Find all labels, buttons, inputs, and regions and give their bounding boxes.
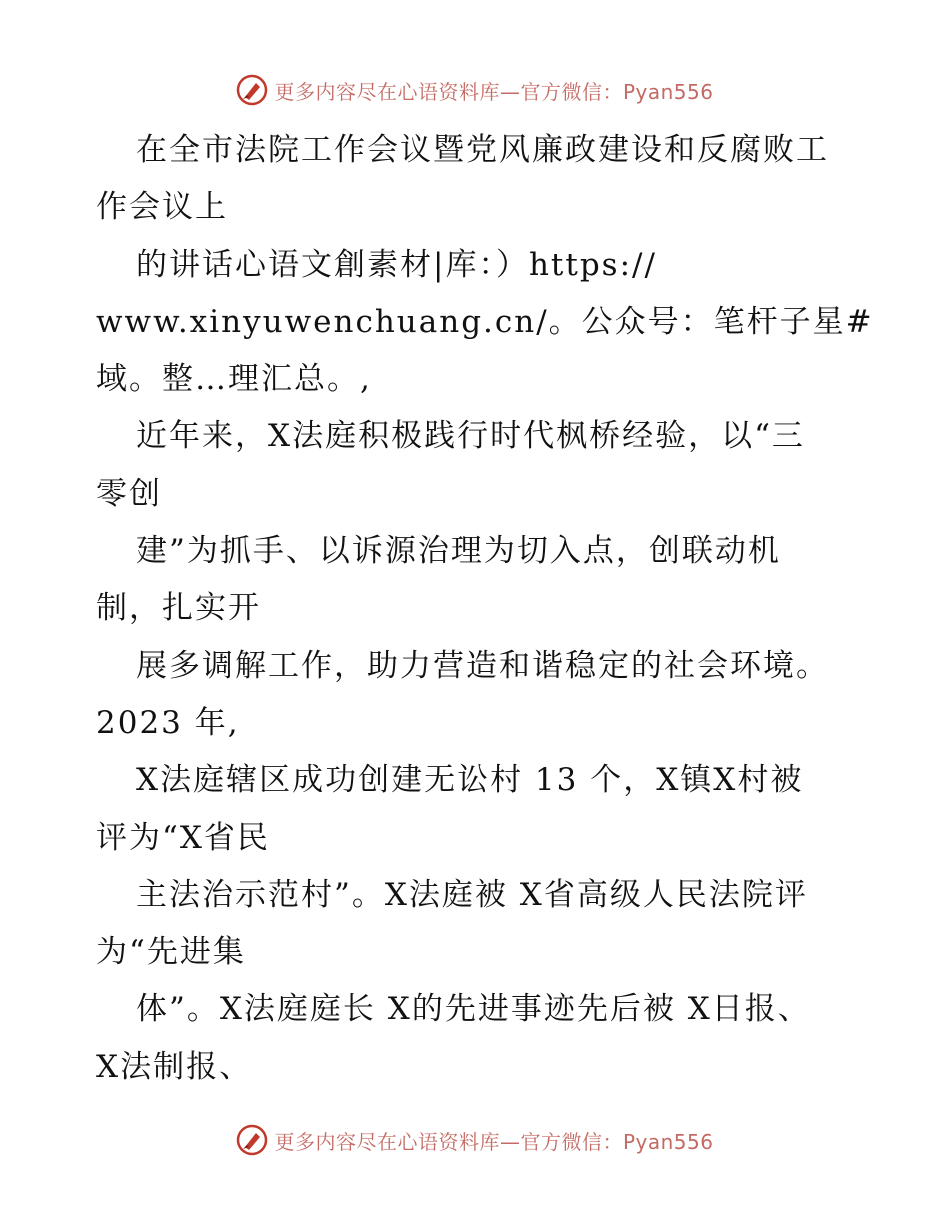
text-line: 建”为抓手、以诉源治理为切入点，创联动机 [136,533,781,570]
text-line: 近年来，X法庭积极践行时代枫桥经验，以“三 [136,418,805,455]
text-line: 主法治示范村”。X法庭被 X省高级人民法院评 [136,876,808,913]
text-line: 作会议上 [96,189,228,226]
text-line: X法制报、 [96,1048,253,1085]
banner-text: 更多内容尽在心语资料库—官方微信：Pyan556 [274,1129,714,1154]
text-line: www.xinyuwenchuang.cn/。公众号：笔杆子星# [96,303,874,340]
header-banner [0,72,950,108]
text-line: 在全市法院工作会议暨党风廉政建设和反腐败工 [136,132,829,168]
pen-nib-logo-icon [236,1124,268,1156]
text-line: 的讲话心语文創素材|库：）https:// [136,246,657,283]
document-body [96,122,874,1096]
text-line: 域。整…理汇总。, [96,361,372,398]
banner-text: 更多内容尽在心语资料库—官方微信：Pyan556 [274,79,714,104]
text-line: 展多调解工作，助力营造和谐稳定的社会环境。 [136,647,829,684]
text-line: 评为“X省民 [96,819,270,856]
text-line: X法庭辖区成功创建无讼村 13 个，X镇X村被 [136,762,804,799]
pen-nib-logo-icon [236,74,268,106]
footer-banner [0,1122,950,1158]
text-line: 为“先进集 [96,934,246,971]
text-line: 零创 [96,475,162,512]
text-line: 2023 年, [96,704,240,741]
text-line: 制，扎实开 [96,590,261,627]
text-line: 体”。X法庭庭长 X的先进事迹先后被 X日报、 [136,991,811,1028]
